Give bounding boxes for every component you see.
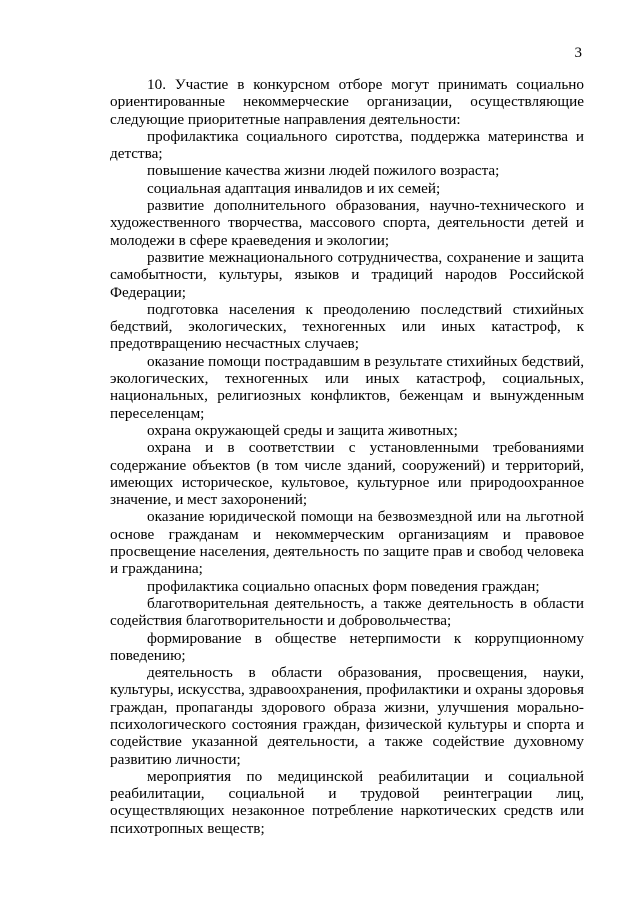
paragraph-legal-aid: оказание юридической помощи на безвозмездной или на льготной основе гражданам и некоммерческим организациям и правовое просвещение населения, деятельность по защите прав и свобод человека и гражданина; [110,508,584,578]
paragraph-orphanhood: профилактика социального сиротства, поддержка материнства и детства; [110,127,584,163]
paragraph-environment: охрана окружающей среды и защита животных; [147,421,458,439]
paragraph-elderly: повышение качества жизни людей пожилого возраста; [147,162,500,180]
paragraph-education: развитие дополнительного образования, научно-технического и художественного творчества, массового спорта, деятельности детей и молодежи в сфере краеведения и экологии; [110,197,584,249]
paragraph-intro: 10. Участие в конкурсном отборе могут принимать социально ориентированные некоммерческие организации, осуществляющие следующие приоритетные направления деятельности: [110,76,584,128]
paragraph-prevention: профилактика социально опасных форм поведения граждан; [147,577,540,595]
paragraph-interethnic: развитие межнационального сотрудничества, сохранение и защита самобытности, культуры, языков и традиций народов Российской Федерации; [110,248,584,301]
paragraph-culture-health: деятельность в области образования, просвещения, науки, культуры, искусства, здравоохранения, профилактики и охраны здоровья граждан, пропаганды здорового образа жизни, улучшения морально-психологического состояния граждан, физической культуры и спорта и содействие указанной деятельности, а также содействие духовному развитию личности; [110,664,584,768]
paragraph-anticorruption: формирование в обществе нетерпимости к коррупционному поведению; [110,629,584,664]
paragraph-disaster-prep: подготовка населения к преодолению последствий стихийных бедствий, экологических, техногенных или иных катастроф, к предотвращению несчастных случаев; [110,300,584,353]
page-number: 3 [574,45,582,61]
paragraph-victim-aid: оказание помощи пострадавшим в результате стихийных бедствий, экологических, техногенных или иных катастроф, социальных, национальных, религиозных конфликтов, беженцам и вынужденным переселенцам; [110,352,584,422]
paragraph-rehabilitation: мероприятия по медицинской реабилитации и социальной реабилитации, социальной и трудовой реинтеграции лиц, осуществляющих незаконное потребление наркотических средств или психотропных веществ; [110,767,584,837]
paragraph-disabled: социальная адаптация инвалидов и их семей; [147,179,441,197]
document-body [110,76,584,837]
paragraph-heritage: охрана и в соответствии с установленными требованиями содержание объектов (в том числе зданий, сооружений) и территорий, имеющих историческое, культовое, культурное или природоохранное значение, и мест захоронений; [110,439,584,509]
paragraph-charity: благотворительная деятельность, а также деятельность в области содействия благотворительности и добровольчества; [110,594,584,630]
